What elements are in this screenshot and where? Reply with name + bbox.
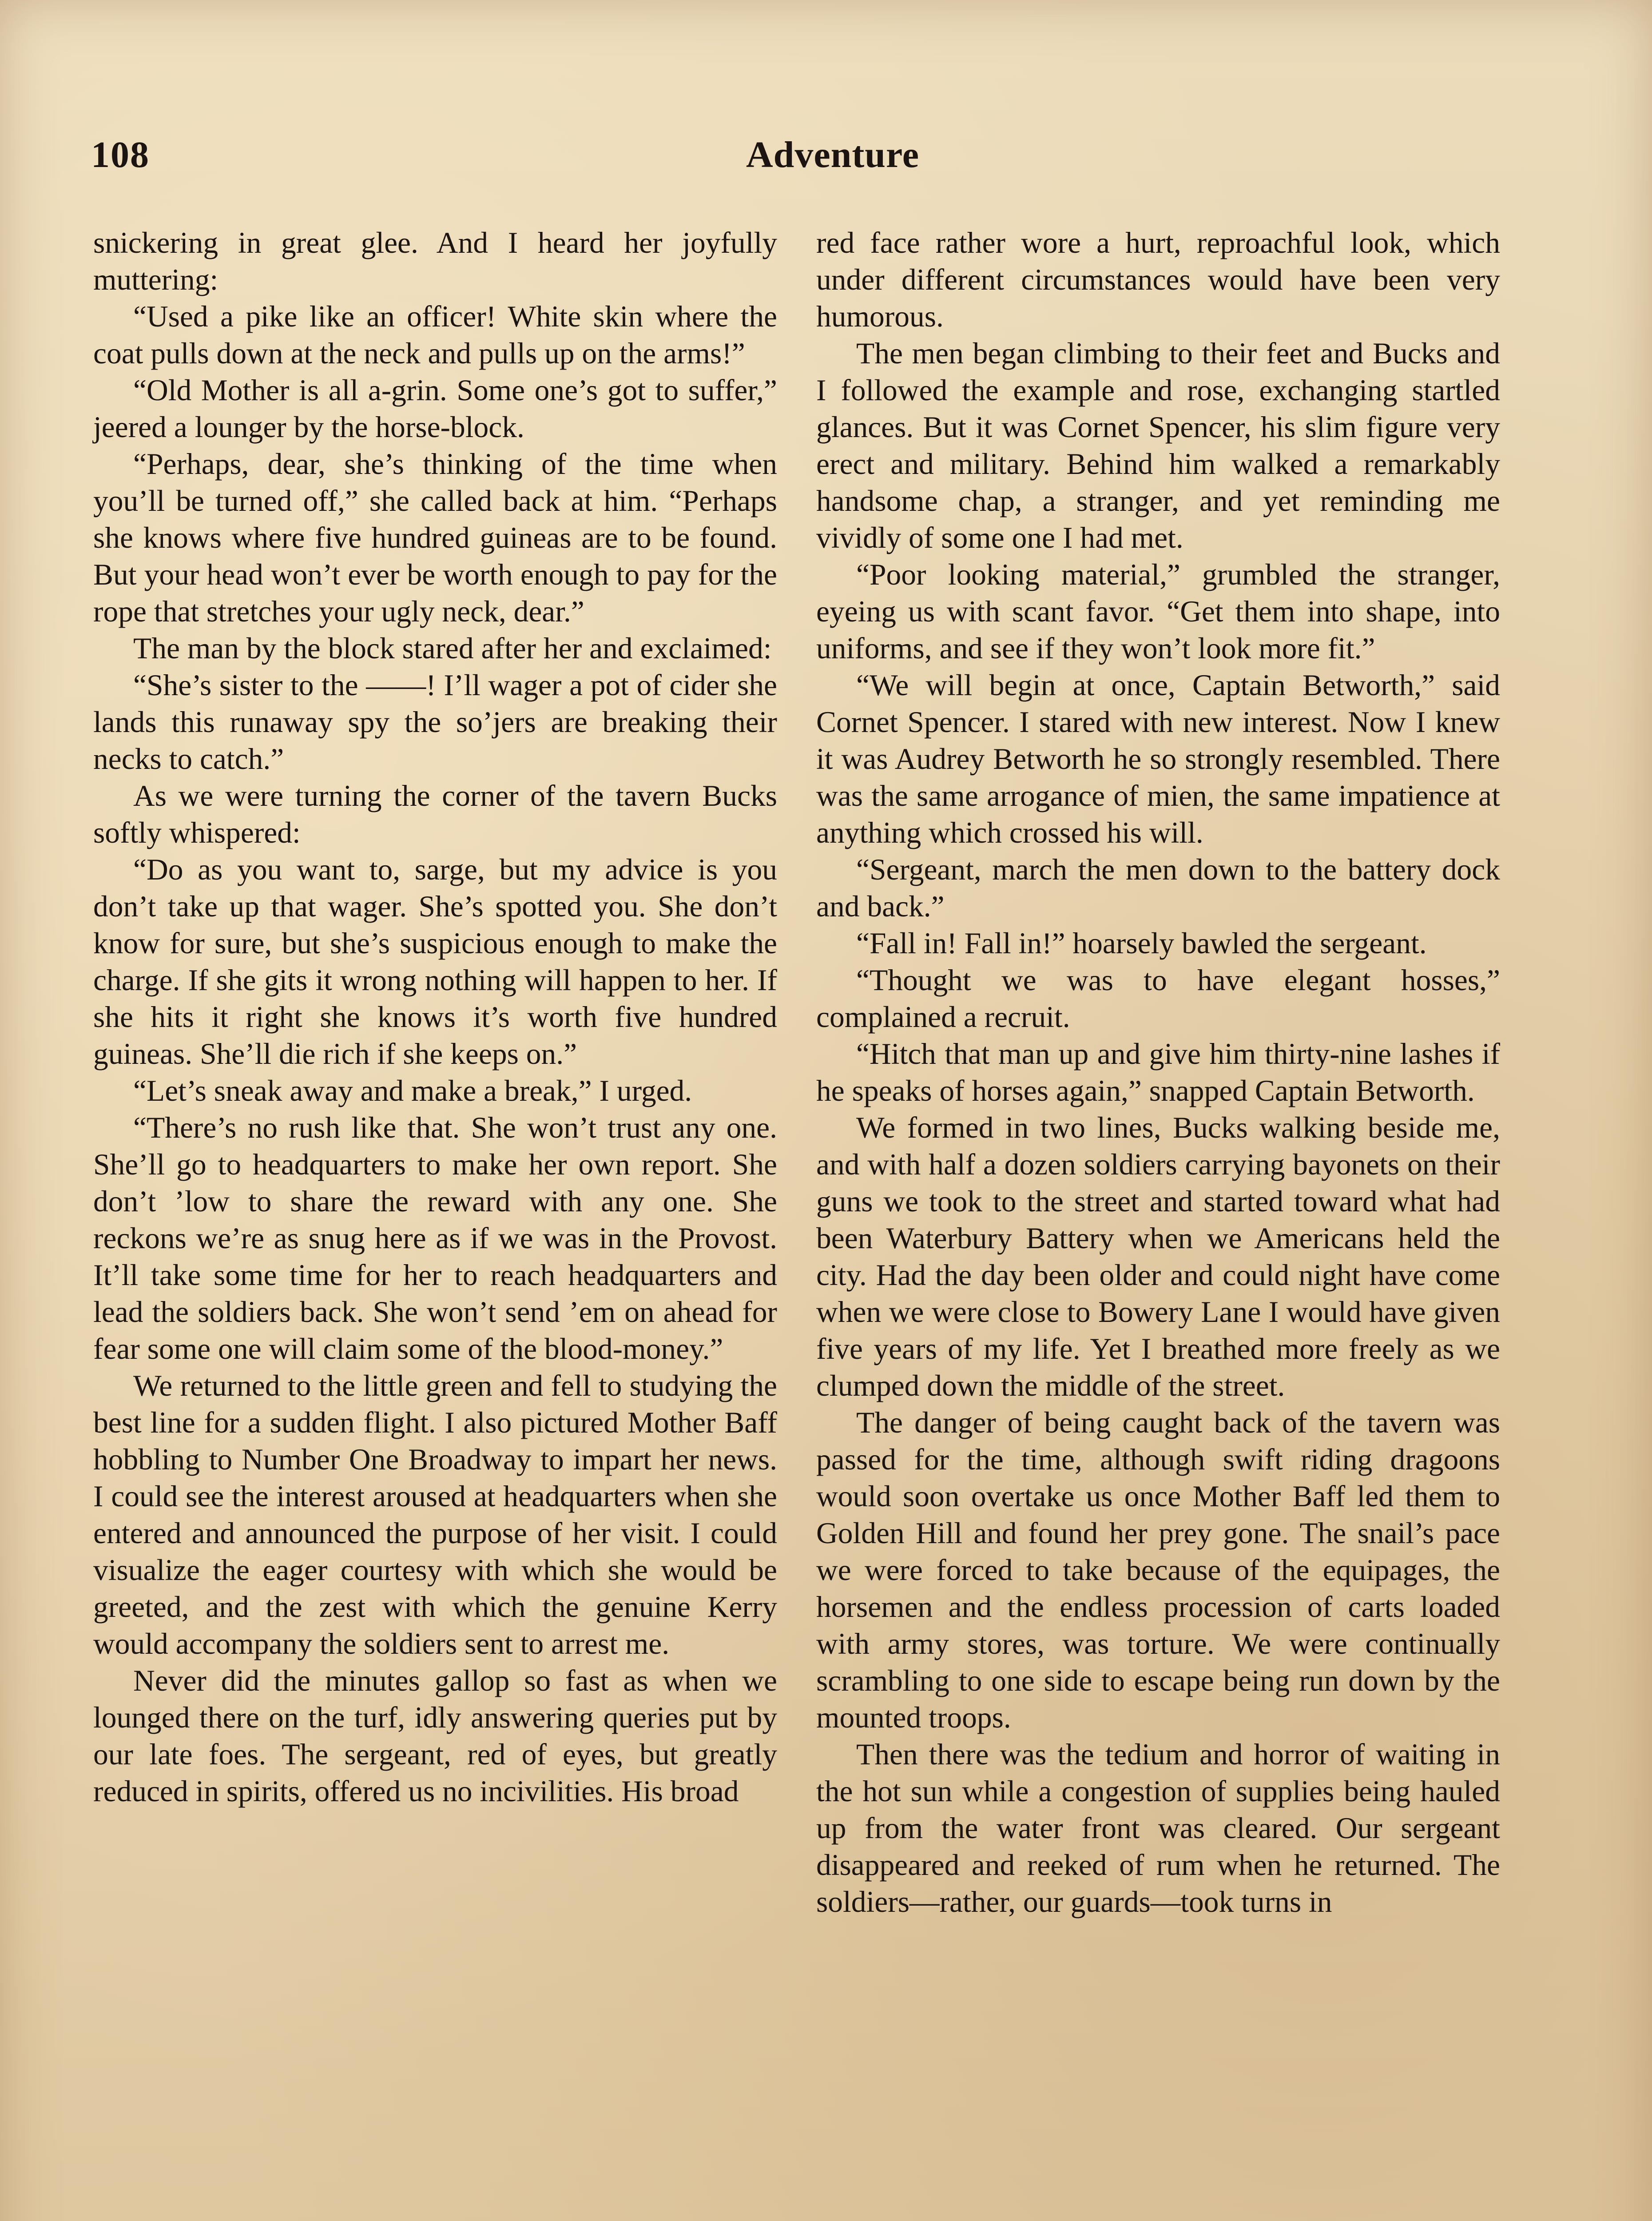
- paragraph: “Do as you want to, sarge, but my advice is you don’t take up that wager. She’s spotted you. She don’t know for sure, but she’s suspicious enough to make the charge. If she gits it wrong nothing will happen to her. If she hits it right she knows it’s worth five hundred guineas. She’ll die rich if she keeps on.”: [93, 853, 777, 1071]
- paragraph: red face rather wore a hurt, reproachful look, which under different circumstances would have been very humorous.: [816, 226, 1500, 333]
- paragraph: “Hitch that man up and give him thirty-nine lashes if he speaks of horses again,” snapped Captain Betworth.: [816, 1037, 1500, 1107]
- paragraph: The danger of being caught back of the tavern was passed for the time, although swift riding dragoons would soon overtake us once Mother Baff led them to Golden Hill and found her prey gone. The snail’s pace we were forced to take because of the equipages, the horsemen and the endless procession of carts loaded with army stores, was torture. We were continually scrambling to one side to escape being run down by the mounted troops.: [816, 1406, 1500, 1734]
- paragraph: “Fall in! Fall in!” hoarsely bawled the sergeant.: [856, 927, 1427, 960]
- paragraph: snickering in great glee. And I heard her joyfully muttering:: [93, 226, 777, 296]
- paragraph: “Thought we was to have elegant hosses,” complained a recruit.: [816, 963, 1500, 1034]
- paragraph: We returned to the little green and fell to studying the best line for a sudden flight. I also pictured Mother Baff hobbling to Number One Broadway to impart her news. I could see the interest aroused at headquarters when she entered and announced the purpose of her visit. I could visualize the eager courtesy with which she would be greeted, and the zest with which the genuine Kerry would accompany the soldiers sent to arrest me.: [93, 1369, 777, 1660]
- paragraph: “We will begin at once, Captain Betworth,” said Cornet Spencer. I stared with new interest. Now I knew it was Audrey Betworth he so strongly resembled. There was the same arrogance of mien, the same impatience at anything which crossed his will.: [816, 669, 1500, 849]
- paragraph: “There’s no rush like that. She won’t trust any one. She’ll go to headquarters to make her own report. She don’t ’low to share the reward with any one. She reckons we’re as snug here as if we was in the Provost. It’ll take some time for her to reach headquarters and lead the soldiers back. She won’t send ’em on ahead for fear some one will claim some of the blood-money.”: [93, 1111, 777, 1365]
- paragraph: Never did the minutes gallop so fast as when we lounged there on the turf, idly answering queries put by our late foes. The sergeant, red of eyes, but greatly reduced in spirits, offered us no incivilities. His broad: [93, 1664, 777, 1808]
- running-title: Adventure: [746, 134, 920, 175]
- paragraph: “Old Mother is all a-grin. Some one’s got to suffer,” jeered a lounger by the horse-block.: [93, 374, 777, 444]
- paragraph: Then there was the tedium and horror of waiting in the hot sun while a congestion of supplies being hauled up from the water front was cleared. Our sergeant disappeared and reeked of rum when he returned. The soldiers—rather, our guards—took turns in: [816, 1738, 1500, 1918]
- right-column: [816, 224, 1500, 1920]
- paragraph: “Perhaps, dear, she’s thinking of the time when you’ll be turned off,” she called back at him. “Perhaps she knows where five hundred guineas are to be found. But your head won’t ever be worth enough to pay for the rope that stretches your ugly neck, dear.”: [93, 447, 777, 628]
- page-number: 108: [91, 134, 150, 175]
- paragraph: The man by the block stared after her and exclaimed:: [133, 632, 772, 665]
- paragraph: As we were turning the corner of the tavern Bucks softly whispered:: [93, 779, 777, 849]
- paragraph: “She’s sister to the ——! I’ll wager a pot of cider she lands this runaway spy the so’jers are breaking their necks to catch.”: [93, 669, 777, 776]
- paragraph: “Let’s sneak away and make a break,” I urged.: [133, 1074, 692, 1107]
- paragraph: “Poor looking material,” grumbled the stranger, eyeing us with scant favor. “Get them into shape, into uniforms, and see if they won’t look more fit.”: [816, 558, 1500, 665]
- paragraph: We formed in two lines, Bucks walking beside me, and with half a dozen soldiers carrying bayonets on their guns we took to the street and started toward what had been Waterbury Battery when we Americans held the city. Had the day been older and could night have come when we were close to Bowery Lane I would have given five years of my life. Yet I breathed more freely as we clumped down the middle of the street.: [816, 1111, 1500, 1402]
- paragraph: The men began climbing to their feet and Bucks and I followed the example and rose, exchanging startled glances. But it was Cornet Spencer, his slim figure very erect and military. Behind him walked a remarkably handsome chap, a stranger, and yet reminding me vividly of some one I had met.: [816, 337, 1500, 554]
- paragraph: “Used a pike like an officer! White skin where the coat pulls down at the neck and pulls up on the arms!”: [93, 300, 777, 370]
- page-header: [91, 133, 1574, 182]
- paragraph: “Sergeant, march the men down to the battery dock and back.”: [816, 853, 1500, 923]
- left-column: [93, 224, 777, 1810]
